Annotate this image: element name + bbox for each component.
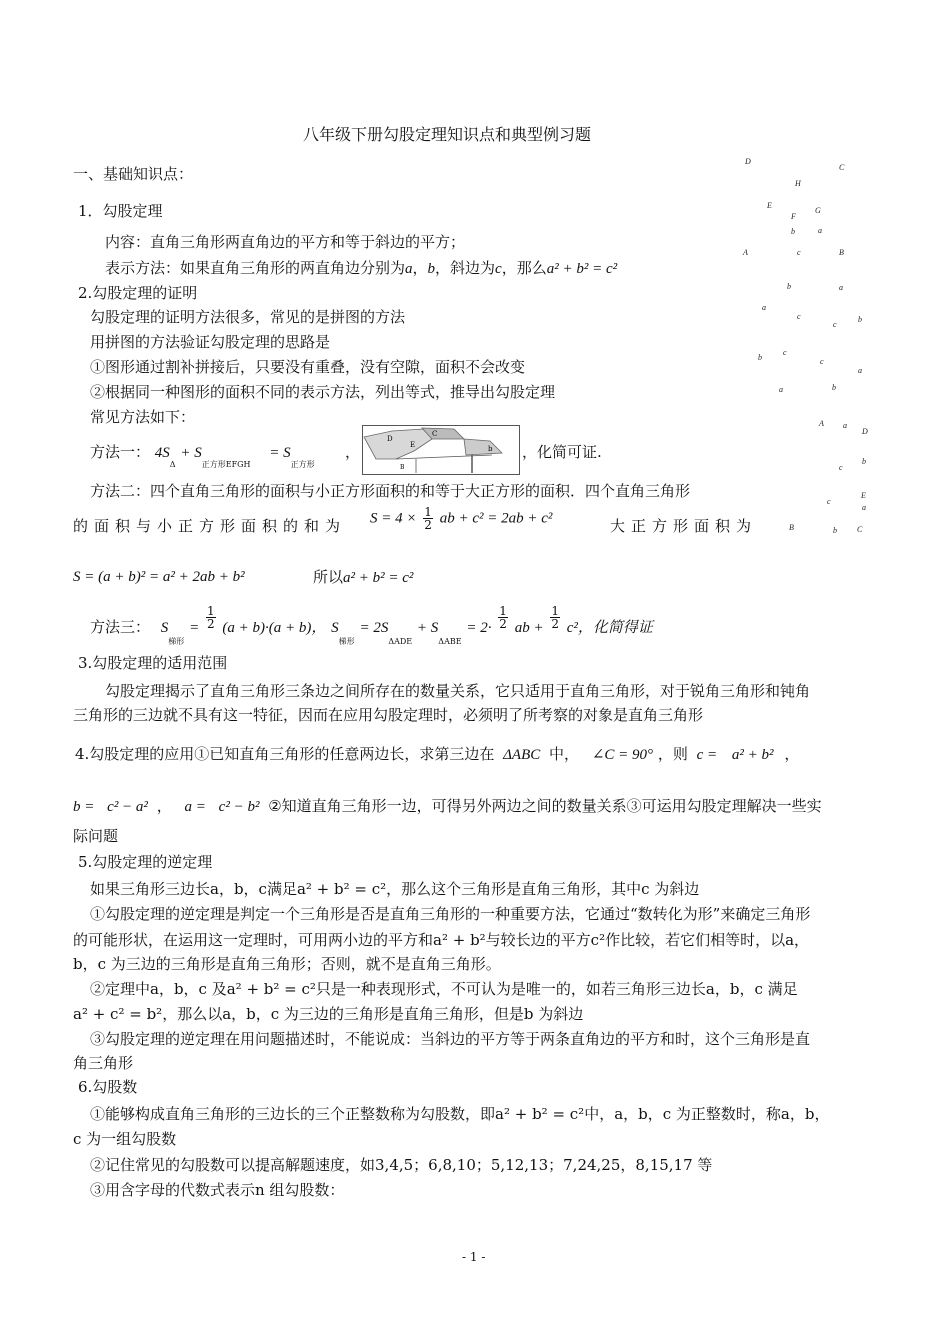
figure-label: a xyxy=(843,421,847,430)
figure-label: b xyxy=(858,315,862,324)
method-2-line1: 方法二：四个直角三角形的面积与小正方形面积的和等于大正方形的面积．四个直角三角形 xyxy=(90,482,691,500)
figure-label: c xyxy=(820,357,824,366)
figure-label: B xyxy=(400,464,405,471)
s4-line3: 际问题 xyxy=(73,827,119,845)
figure-label: c xyxy=(797,312,801,321)
s3-line: 三角形的三边就不具有这一特征，因而在应用勾股定理时，必须明了所考察的对象是直角三角形 xyxy=(73,706,704,724)
s1-heading: 1．勾股定理 xyxy=(78,202,163,220)
figure-label: b xyxy=(833,526,837,535)
figure-label: b xyxy=(791,227,795,236)
s2-line: ①图形通过割补拼接后，只要没有重叠，没有空隙，面积不会改变 xyxy=(90,358,526,376)
figure-label: b xyxy=(787,282,791,291)
figure-label: C xyxy=(432,430,438,438)
s5-line: 角三角形 xyxy=(73,1054,134,1072)
s6-line: ③用含字母的代数式表示n 组勾股数： xyxy=(90,1181,345,1199)
figure-label: b xyxy=(758,353,762,362)
s4-line2: b = c² − a² ， a = c² − b² ②知道直角三角形一边，可得另外两边之间的数量关系③可运用勾股定理解决一些实 xyxy=(73,797,822,815)
figure-label: a xyxy=(762,303,766,312)
s2-line: ②根据同一种图形的面积不同的表示方法，列出等式，推导出勾股定理 xyxy=(90,383,556,401)
figure-label: b xyxy=(488,445,493,453)
s2-line: 用拼图的方法验证勾股定理的思路是 xyxy=(90,333,331,351)
figure-label: D xyxy=(745,157,751,166)
figure-label: C xyxy=(857,525,863,534)
section-heading-basics: 一、基础知识点： xyxy=(73,165,194,183)
s5-line: 如果三角形三边长a，b，c满足a² + b² = c²，那么这个三角形是直角三角形，其中c 为斜边 xyxy=(90,880,700,898)
comma: ， xyxy=(345,443,361,461)
method-1: 方法一： $4S_\Delta + S_{正方形EFGH} = S_{正方形}$ xyxy=(90,443,315,469)
s6-line: ①能够构成直角三角形的三边长的三个正整数称为勾股数，即a² + b² = c²中，a，b，c 为正整数时，称a，b， xyxy=(90,1105,830,1123)
figure-label: a xyxy=(818,226,822,235)
method-1-figure xyxy=(362,425,520,475)
figure-label: E xyxy=(767,201,772,210)
s6-line: c 为一组勾股数 xyxy=(73,1130,177,1148)
figure-label: D xyxy=(387,435,393,443)
figure-label: a xyxy=(862,503,866,512)
figure-label: a xyxy=(858,366,862,375)
pythagoras-formula: a² + b² = c² xyxy=(546,261,618,277)
figure-label: G xyxy=(815,206,821,215)
method-1-tail: ，化简可证. xyxy=(522,443,602,461)
s5-heading: 5.勾股定理的逆定理 xyxy=(78,853,213,871)
s6-heading: 6.勾股数 xyxy=(78,1078,138,1096)
s2-heading: 2.勾股定理的证明 xyxy=(78,284,198,302)
figure-label: b xyxy=(862,457,866,466)
figure-label: A xyxy=(819,419,824,428)
figure-label: c xyxy=(783,348,787,357)
figure-label: B xyxy=(789,523,794,532)
s3-heading: 3.勾股定理的适用范围 xyxy=(78,654,228,672)
figure-label: c xyxy=(833,320,837,329)
s5-line: ③勾股定理的逆定理在用问题描述时，不能说成：当斜边的平方等于两条直角边的平方和时，这个三角形是直 xyxy=(90,1030,811,1048)
page-number: - 1 - xyxy=(462,1250,486,1264)
figure-label: a xyxy=(839,283,843,292)
s4-line1: 4.勾股定理的应用①已知直角三角形的任意两边长，求第三边在 ΔABC 中， ∠C = 90° ，则 c = a² + b² ， xyxy=(75,745,800,763)
method-3: 方法三： $S_{梯形}$ = $\frac{1}{2}$ (a + b)·(a + b)， $S_{梯形} = 2S_{\Delta ADE} + S_{\Delta ABE} = 2\cdot$ $\frac{1}{2}$ ab + $\frac{1}{2}$ c²，化简得证 xyxy=(90,604,653,646)
page-title: 八年级下册勾股定理知识点和典型例习题 xyxy=(303,125,592,144)
s1-representation: 表示方法：如果直角三角形的两直角边分别为a，b，斜边为c，那么a² + b² = c² xyxy=(105,259,618,277)
figure-label: B xyxy=(839,248,844,257)
figure-label: a xyxy=(779,385,783,394)
s5-line: 的可能形状，在运用这一定理时，可用两小边的平方和a² + b²与较长边的平方c²作比较，若它们相等时，以a， xyxy=(73,931,810,949)
figure-label: F xyxy=(791,212,796,221)
s5-line: ①勾股定理的逆定理是判定一个三角形是否是直角三角形的一种重要方法，它通过“数转化为形”来确定三角形 xyxy=(90,905,811,923)
s3-line: 勾股定理揭示了直角三角形三条边之间所存在的数量关系，它只适用于直角三角形，对于锐角三角形和钝角 xyxy=(105,682,811,700)
method-2-line2a: 的面积与小正方形面积的和为 xyxy=(73,517,347,535)
method-2-big-square: S = (a + b)² = a² + 2ab + b² xyxy=(73,569,245,585)
s5-line: b，c 为三边的三角形是直角三角形；否则，就不是直角三角形。 xyxy=(73,955,501,973)
figure-label: A xyxy=(743,248,748,257)
method-2-so: 所以a² + b² = c² xyxy=(313,568,414,586)
method-2-formula: S = 4 × $\frac{1}{2}$ ab + c² = 2ab + c² xyxy=(370,505,553,532)
figure-label: D xyxy=(862,427,868,436)
s6-line: ②记住常见的勾股数可以提高解题速度，如3,4,5；6,8,10；5,12,13；7,24,25，8,15,17 等 xyxy=(90,1156,713,1174)
s1-content: 内容：直角三角形两直角边的平方和等于斜边的平方； xyxy=(105,233,466,251)
figure-label: C xyxy=(839,163,845,172)
figure-label: E xyxy=(861,491,866,500)
figure-label: c xyxy=(827,497,831,506)
figure-label: H xyxy=(795,179,801,188)
method-2-line2d: 大正方形面积为 xyxy=(610,517,758,535)
s5-line: a² + c² = b²，那么以a，b，c 为三边的三角形是直角三角形，但是b 为斜边 xyxy=(73,1005,584,1023)
figure-label: c xyxy=(797,248,801,257)
figure-label: b xyxy=(832,383,836,392)
figure-label: c xyxy=(839,463,843,472)
s2-line: 勾股定理的证明方法很多，常见的是拼图的方法 xyxy=(90,308,406,326)
s5-line: ②定理中a，b，c 及a² + b² = c²只是一种表现形式，不可认为是唯一的，如若三角形三边长a，b，c 满足 xyxy=(90,980,798,998)
s2-line: 常见方法如下： xyxy=(90,408,196,426)
figure-label: E xyxy=(410,441,416,449)
